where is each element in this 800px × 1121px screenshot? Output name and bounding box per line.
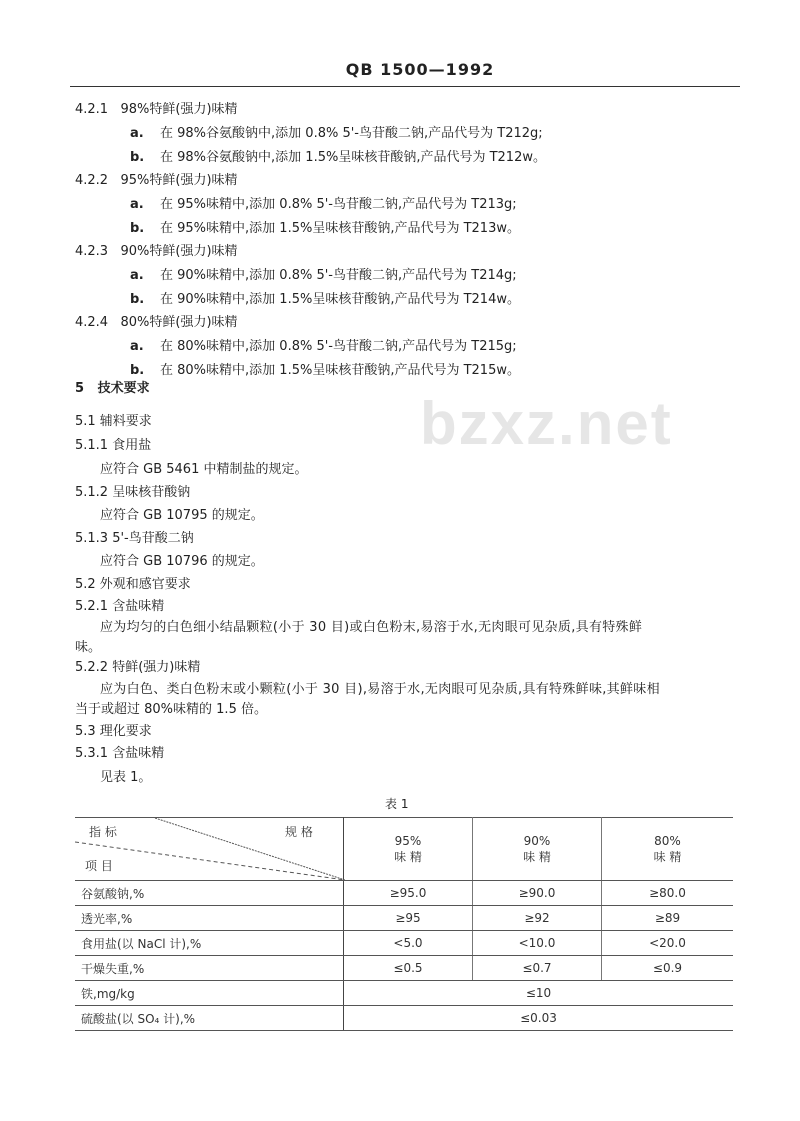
section-title: 技术要求 (97, 381, 150, 396)
column-pct: 95% (394, 833, 422, 848)
list-item (130, 363, 520, 379)
heading-5-3-1: 5.3.1 含盐味精 (75, 746, 165, 761)
column-name: 味 精 (523, 849, 551, 864)
cell-value: ≤0.5 (344, 956, 473, 981)
heading-5-3: 5.3 理化要求 (75, 724, 152, 739)
section-title: 80%特鲜(强力)味精 (120, 315, 238, 330)
item-label: a. (130, 126, 144, 141)
row-item: 硫酸盐(以 SO₄ 计),% (75, 1006, 344, 1031)
heading-5-2-1: 5.2.1 含盐味精 (75, 599, 165, 614)
heading-5-1-2: 5.1.2 呈味核苷酸钠 (75, 485, 191, 500)
corner-label-index: 指 标 (89, 825, 117, 839)
row-item: 谷氨酸钠,% (75, 881, 344, 906)
header-rule (70, 86, 740, 87)
section-number: 5 (75, 381, 85, 396)
row-item: 透光率,% (75, 906, 344, 931)
item-label: b. (130, 362, 145, 378)
column-name: 味 精 (653, 849, 682, 864)
table-1 (75, 817, 733, 1031)
item-label: b. (130, 220, 145, 236)
row-item: 食用盐(以 NaCl 计),% (75, 931, 344, 956)
cell-value: <5.0 (344, 931, 473, 956)
list-item (130, 197, 517, 213)
merged-value: ≤10 (344, 981, 734, 1006)
heading-5-2-2: 5.2.2 特鲜(强力)味精 (75, 660, 201, 675)
table-caption: 表 1 (385, 797, 409, 811)
table-row (75, 981, 733, 1006)
section-5-heading (75, 381, 150, 397)
subsection-heading (75, 315, 238, 331)
heading-5-1: 5.1 辅料要求 (75, 414, 152, 429)
item-text: 在 98%谷氨酸钠中,添加 0.8% 5'-鸟苷酸二钠,产品代号为 T212g; (160, 126, 543, 141)
item-text: 在 90%味精中,添加 1.5%呈味核苷酸钠,产品代号为 T214w。 (160, 291, 520, 307)
table-row (75, 1006, 733, 1031)
column-header-95 (344, 818, 473, 881)
cell-value: <10.0 (473, 931, 602, 956)
item-label: b. (130, 149, 145, 165)
subsection-heading (75, 173, 238, 189)
subsection-heading (75, 102, 238, 118)
row-item: 干燥失重,% (75, 956, 344, 981)
heading-5-1-3: 5.1.3 5'-鸟苷酸二钠 (75, 531, 194, 546)
item-text: 在 98%谷氨酸钠中,添加 1.5%呈味核苷酸钠,产品代号为 T212w。 (160, 149, 546, 165)
merged-value: ≤0.03 (344, 1006, 734, 1031)
corner-header-cell (75, 818, 344, 881)
item-label: b. (130, 291, 145, 307)
item-label: a. (130, 268, 144, 283)
section-number: 4.2.1 (75, 102, 109, 117)
section-number: 4.2.4 (75, 315, 109, 330)
table-row (75, 931, 733, 956)
column-pct: 90% (523, 833, 551, 848)
section-number: 4.2.2 (75, 173, 109, 188)
section-number: 4.2.3 (75, 244, 109, 259)
para-5-3-1: 见表 1。 (100, 770, 152, 785)
standard-number-header: QB 1500—1992 (345, 60, 495, 79)
cell-value: ≥80.0 (602, 881, 734, 906)
column-header-90 (473, 818, 602, 881)
row-item: 铁,mg/kg (75, 981, 344, 1006)
list-item (130, 292, 520, 308)
cell-value: ≥95 (344, 906, 473, 931)
table-header-row (75, 818, 733, 881)
para-5-1-1: 应符合 GB 5461 中精制盐的规定。 (100, 462, 308, 477)
para-5-2-2-cont: 当于或超过 80%味精的 1.5 倍。 (75, 702, 267, 717)
table-row (75, 881, 733, 906)
item-label: a. (130, 339, 144, 354)
heading-5-1-1: 5.1.1 食用盐 (75, 438, 152, 453)
cell-value: ≥90.0 (473, 881, 602, 906)
cell-value: <20.0 (602, 931, 734, 956)
list-item (130, 268, 517, 284)
cell-value: ≥92 (473, 906, 602, 931)
section-title: 98%特鲜(强力)味精 (120, 102, 238, 117)
item-text: 在 95%味精中,添加 1.5%呈味核苷酸钠,产品代号为 T213w。 (160, 220, 520, 236)
list-item (130, 339, 517, 355)
item-text: 在 80%味精中,添加 0.8% 5'-鸟苷酸二钠,产品代号为 T215g; (160, 339, 517, 354)
heading-5-2: 5.2 外观和感官要求 (75, 577, 191, 592)
para-5-1-3: 应符合 GB 10796 的规定。 (100, 554, 264, 569)
corner-label-item: 项 目 (85, 859, 113, 873)
table-row (75, 956, 733, 981)
para-5-2-1: 应为均匀的白色细小结晶颗粒(小于 30 目)或白色粉末,易溶于水,无肉眼可见杂质,具有特殊鲜 (100, 620, 643, 635)
cell-value: ≤0.7 (473, 956, 602, 981)
cell-value: ≥95.0 (344, 881, 473, 906)
watermark: bzxz.net (420, 390, 673, 457)
section-title: 90%特鲜(强力)味精 (120, 244, 238, 259)
list-item (130, 150, 546, 166)
cell-value: ≤0.9 (602, 956, 734, 981)
item-text: 在 90%味精中,添加 0.8% 5'-鸟苷酸二钠,产品代号为 T214g; (160, 268, 517, 283)
item-text: 在 95%味精中,添加 0.8% 5'-鸟苷酸二钠,产品代号为 T213g; (160, 197, 517, 212)
cell-value: ≥89 (602, 906, 734, 931)
item-label: a. (130, 197, 144, 212)
list-item (130, 126, 543, 142)
corner-label-spec: 规 格 (285, 825, 313, 839)
para-5-1-2: 应符合 GB 10795 的规定。 (100, 508, 264, 523)
list-item (130, 221, 520, 237)
item-text: 在 80%味精中,添加 1.5%呈味核苷酸钠,产品代号为 T215w。 (160, 362, 520, 378)
column-header-80 (602, 818, 734, 881)
para-5-2-2: 应为白色、类白色粉末或小颗粒(小于 30 目),易溶于水,无肉眼可见杂质,具有特殊鲜味,其鲜味相 (100, 682, 660, 697)
para-5-2-1-cont: 味。 (75, 640, 102, 655)
column-pct: 80% (654, 833, 681, 848)
column-name: 味 精 (394, 849, 422, 864)
section-title: 95%特鲜(强力)味精 (120, 173, 238, 188)
table-row (75, 906, 733, 931)
subsection-heading (75, 244, 238, 260)
